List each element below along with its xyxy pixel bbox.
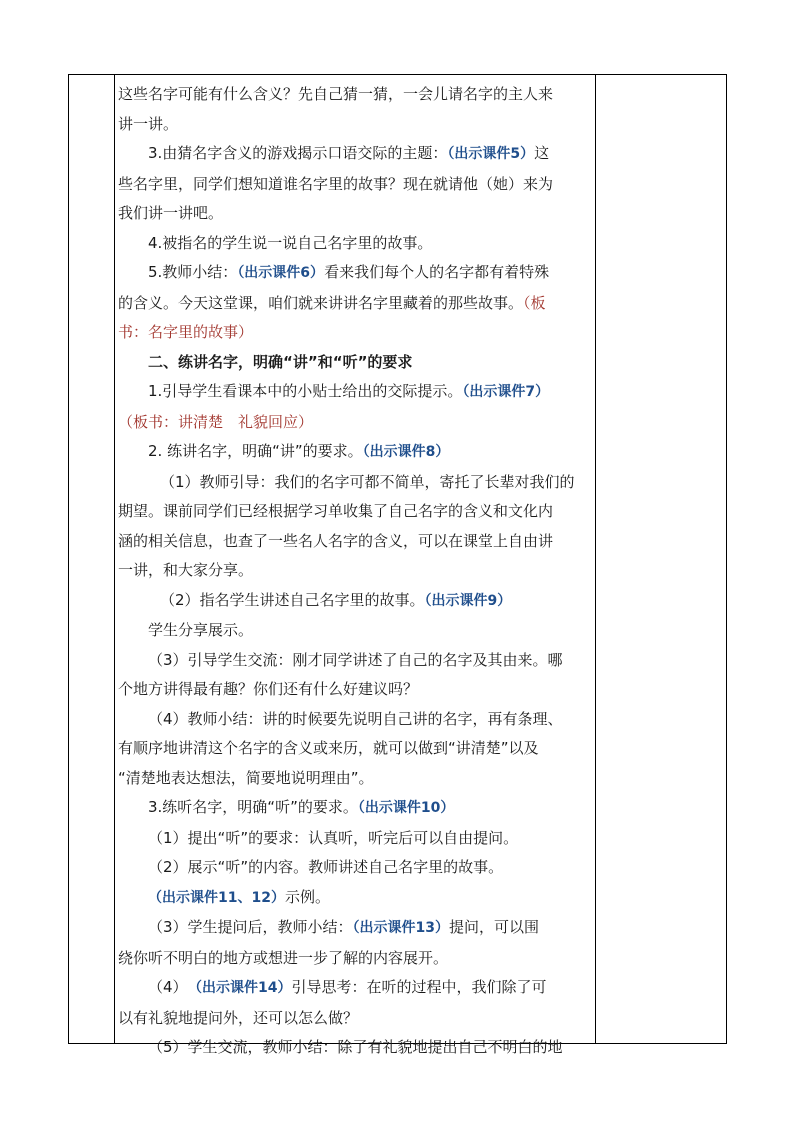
column-divider-right (595, 75, 596, 1043)
text-line (118, 734, 592, 764)
text-span: 4.被指名的学生说一说自己名字里的故事。 (148, 233, 433, 252)
text-span: 有顺序地讲清这个名字的含义或来历，就可以做到“讲清楚”以及 (118, 739, 539, 757)
text-line (118, 853, 592, 883)
text-line (118, 883, 592, 914)
courseware-ref: （出示课件8） (362, 444, 450, 460)
courseware-ref: （出示课件7） (462, 384, 550, 400)
text-line (118, 408, 592, 438)
text-line (118, 468, 592, 498)
text-span: 些名字里，同学们想知道谁名字里的故事？现在就请他（她）来为 (118, 174, 554, 193)
text-span: 一讲，和大家分享。 (118, 561, 254, 579)
text-span: 这些名字可能有什么含义？先自己猜一猜，一会儿请名字的主人来 (118, 85, 554, 103)
text-span: 学生分享展示。 (148, 621, 254, 639)
board-note: 书：名字里的故事） (118, 323, 254, 341)
text-line (118, 1004, 592, 1034)
text-span: 期望。课前同学们已经根据学习单收集了自己名字的含义和文化内 (118, 502, 554, 520)
text-line (118, 705, 592, 735)
text-line (118, 258, 592, 289)
text-line (118, 824, 592, 854)
text-span: “清楚地表达想法，简要地说明理由”。 (118, 768, 374, 787)
courseware-ref: （出示课件10） (357, 800, 455, 816)
text-span: 5.教师小结： (148, 263, 238, 281)
text-span: 引导思考：在听的过程中，我们除了可 (291, 978, 547, 996)
text-line (118, 110, 592, 140)
lesson-content (118, 80, 592, 1063)
text-line (118, 437, 592, 468)
text-span: 示例。 (284, 887, 330, 906)
text-span: （5）学生交流，教师小结：除了有礼貌地提出自己不明白的地 (148, 1038, 563, 1056)
text-span: 的含义。今天这堂课，咱们就来讲讲名字里藏着的那些故事。 (118, 293, 524, 312)
text-line (118, 675, 592, 705)
column-divider-left (114, 75, 115, 1043)
text-line (118, 1033, 592, 1063)
text-span: 讲一讲。 (118, 114, 179, 133)
text-span: （2）指名学生讲述自己名字里的故事。 (160, 590, 425, 609)
text-line (118, 556, 592, 586)
courseware-ref: （出示课件6） (237, 265, 325, 281)
text-line (118, 229, 592, 259)
section-heading: 二、练讲名字，明确“讲”和“听”的要求 (148, 352, 413, 371)
text-line (118, 170, 592, 200)
text-line (118, 616, 592, 646)
text-line (118, 913, 592, 944)
courseware-ref: （出示课件11、12） (148, 889, 285, 906)
text-span: （3）学生提问后，教师小结： (148, 918, 353, 936)
text-span: 以有礼貌地提问外，还可以怎么做？ (118, 1008, 359, 1027)
text-span: 绕你听不明白的地方或想进一步了解的内容展开。 (118, 948, 449, 967)
text-line (118, 646, 592, 676)
text-span: 看来我们每个人的名字都有着特殊 (324, 263, 550, 281)
text-span: 提问，可以围 (449, 918, 540, 936)
text-line (118, 497, 592, 527)
text-span: 3.练听名字，明确“听”的要求。 (148, 798, 358, 816)
text-span: 这 (534, 144, 550, 162)
text-span: 1.引导学生看课本中的小贴士给出的交际提示。 (148, 382, 463, 400)
text-span: （1）提出“听”的要求：认真听，听完后可以自由提问。 (148, 828, 519, 847)
text-line (118, 318, 592, 348)
text-span: 3.由猜名字含义的游戏揭示口语交际的主题： (148, 144, 448, 162)
courseware-ref: （出示课件5） (447, 146, 535, 162)
text-line (118, 80, 592, 110)
text-line (118, 793, 592, 824)
text-line (118, 377, 592, 408)
text-line (118, 348, 592, 378)
text-span: 2. 练讲名字，明确“讲”的要求。 (148, 442, 363, 460)
text-span: 我们讲一讲吧。 (118, 204, 224, 222)
text-span: （1）教师引导：我们的名字可都不简单，寄托了长辈对我们的 (160, 472, 575, 491)
text-line (118, 199, 592, 229)
text-line (118, 586, 592, 617)
courseware-ref: （出示课件13） (352, 920, 450, 936)
text-span: （4）教师小结：讲的时候要先说明自己讲的名字，再有条理、 (148, 709, 563, 728)
text-line (118, 527, 592, 557)
text-span: 个地方讲得最有趣？你们还有什么好建议吗？ (118, 680, 419, 698)
courseware-ref: （出示课件14） (195, 980, 292, 996)
courseware-ref: （出示课件9） (424, 592, 512, 609)
text-line (118, 139, 592, 170)
board-note: （板 (523, 293, 546, 312)
text-line (118, 944, 592, 974)
text-line (118, 289, 592, 319)
text-line (118, 973, 592, 1004)
text-span: （4） (148, 978, 196, 996)
board-note: （板书：讲清楚 礼貌回应） (118, 412, 314, 431)
text-span: （2）展示“听”的内容。教师讲述自己名字里的故事。 (148, 858, 504, 876)
text-line (118, 764, 592, 794)
text-span: （3）引导学生交流：刚才同学讲述了自己的名字及其由来。哪 (148, 650, 563, 669)
text-span: 涵的相关信息，也查了一些名人名字的含义，可以在课堂上自由讲 (118, 531, 554, 550)
